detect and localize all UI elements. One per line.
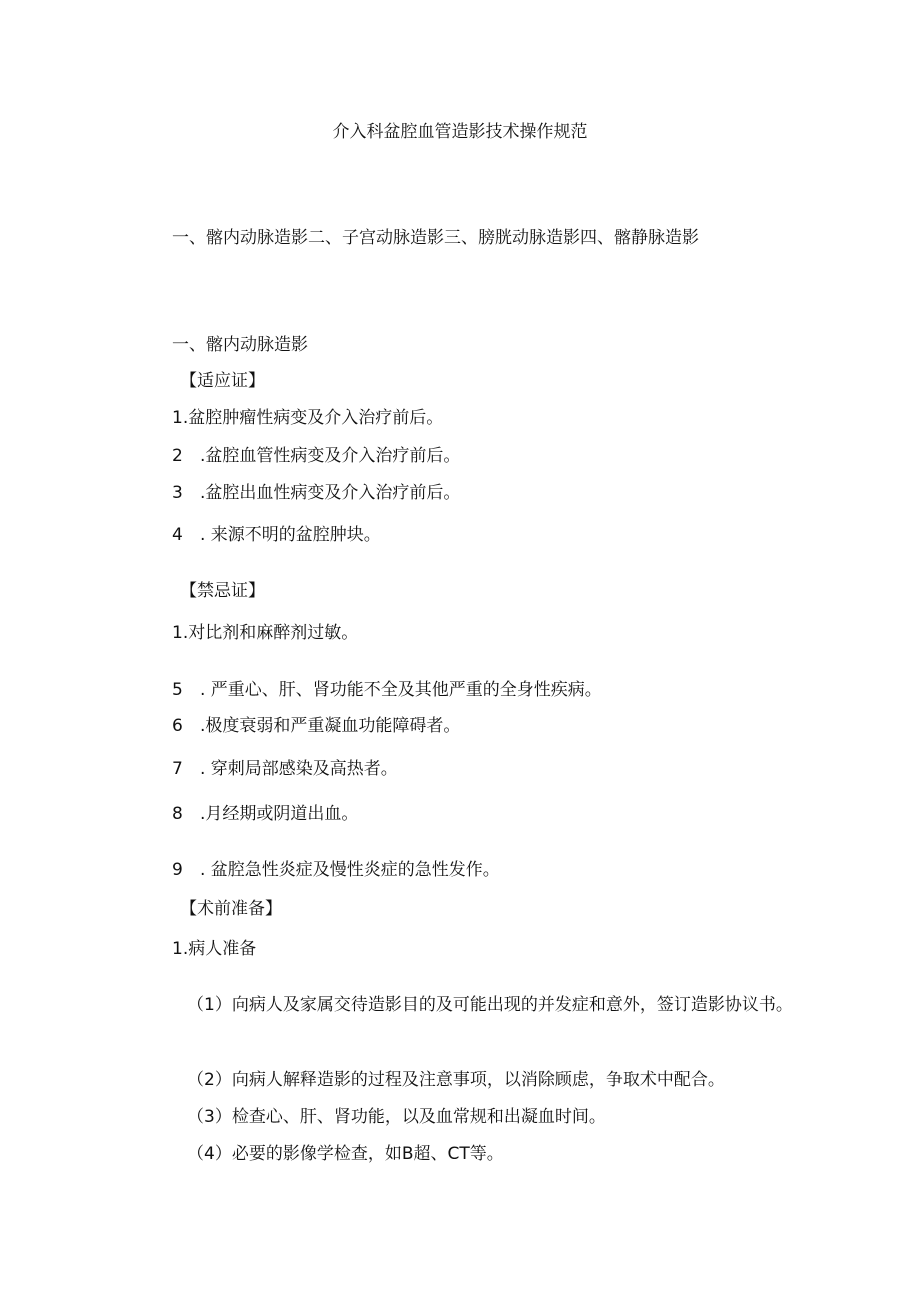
- list-item-text: . 穿刺局部感染及高热者。: [200, 759, 398, 779]
- list-item-text: .盆腔血管性病变及介入治疗前后。: [200, 446, 461, 466]
- list-item: [172, 758, 398, 780]
- list-item-text: . 来源不明的盆腔肿块。: [200, 525, 381, 545]
- indications-heading: 【适应证】: [180, 371, 265, 391]
- list-item: [172, 445, 460, 467]
- list-item-text: . 盆腔急性炎症及慢性炎症的急性发作。: [200, 860, 500, 880]
- list-item-text: . 严重心、肝、肾功能不全及其他严重的全身性疾病。: [200, 680, 602, 700]
- list-item: [172, 679, 602, 701]
- list-item-number: 4: [172, 525, 183, 545]
- preparation-sub-heading: 1.病人准备: [172, 939, 257, 959]
- paragraph: （4）必要的影像学检查，如B超、CT等。: [187, 1144, 504, 1164]
- paragraph: （2）向病人解释造影的过程及注意事项，以消除顾虑，争取术中配合。: [187, 1070, 725, 1090]
- list-item-text: 盆腔肿瘤性病变及介入治疗前后。: [188, 408, 444, 428]
- list-item-number: 9: [172, 860, 183, 880]
- list-item: [172, 524, 381, 546]
- paragraph: （1）向病人及家属交待造影目的及可能出现的并发症和意外，签订造影协议书。: [187, 995, 793, 1015]
- list-item: [172, 803, 358, 825]
- list-item: [172, 859, 500, 881]
- list-item-number: 2: [172, 446, 183, 466]
- list-item-number: 6: [172, 716, 183, 736]
- paragraph: （3）检查心、肝、肾功能，以及血常规和出凝血时间。: [187, 1107, 606, 1127]
- list-item-number: 5: [172, 680, 183, 700]
- contraindications-heading: 【禁忌证】: [180, 581, 265, 601]
- list-item: [172, 482, 460, 504]
- list-item-text: .盆腔出血性病变及介入治疗前后。: [200, 483, 461, 503]
- list-item: [172, 715, 460, 737]
- list-item-number: 1.: [172, 408, 189, 428]
- list-item-number: 8: [172, 804, 183, 824]
- document-title: 介入科盆腔血管造影技术操作规范: [332, 122, 588, 142]
- section-heading: 一、髂内动脉造影: [172, 335, 308, 355]
- list-item-number: 3: [172, 483, 183, 503]
- list-item-text: .月经期或阴道出血。: [200, 804, 359, 824]
- list-item-text: 对比剂和麻醉剂过敏。: [188, 623, 359, 643]
- list-item-number: 1.: [172, 623, 189, 643]
- list-item-text: .极度衰弱和严重凝血功能障碍者。: [200, 716, 461, 736]
- list-item: [172, 407, 443, 429]
- preparation-heading: 【术前准备】: [180, 899, 282, 919]
- table-of-contents: 一、髂内动脉造影二、子宫动脉造影三、膀胱动脉造影四、髂静脉造影: [172, 228, 699, 248]
- list-item: [172, 622, 358, 644]
- list-item-number: 7: [172, 759, 183, 779]
